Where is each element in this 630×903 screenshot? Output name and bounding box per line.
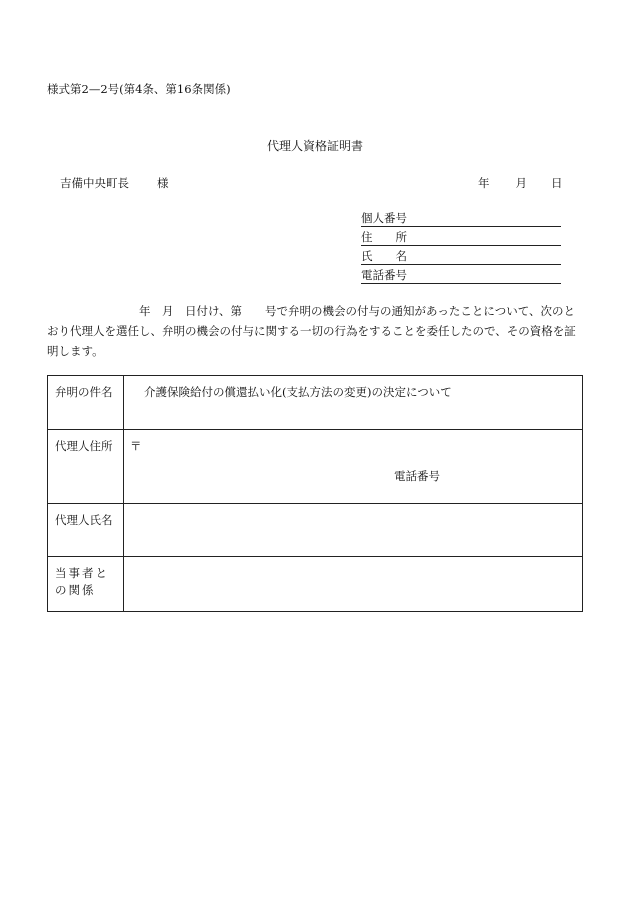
- row-value-agent-address[interactable]: [124, 430, 583, 504]
- row-label-subject: 弁明の件名: [48, 376, 124, 430]
- postal-mark: 〒: [130, 439, 142, 453]
- row-label-agent-address: 代理人住所: [48, 430, 124, 504]
- field-name[interactable]: [361, 246, 561, 265]
- addressee-honorific: 様: [157, 176, 169, 190]
- row-value-agent-name[interactable]: [124, 504, 583, 557]
- field-personal-number[interactable]: [361, 208, 561, 227]
- table-row: [48, 504, 583, 557]
- table-row: [48, 376, 583, 430]
- field-label: 氏 名: [361, 249, 407, 263]
- details-table: [47, 375, 583, 612]
- row-label-agent-name: 代理人氏名: [48, 504, 124, 557]
- paragraph-text: 年 月 日付け、第 号で弁明の機会の付与の通知があったことについて、次のとおり代理人を選任し、弁明の機会の付与に関する一切の行為をすることを委任したので、その資格を証明します。: [47, 304, 576, 358]
- applicant-fields: [361, 208, 561, 284]
- addressee-name: 吉備中央町長: [60, 176, 129, 190]
- row-value-subject: 介護保険給付の償還払い化(支払方法の変更)の決定について: [124, 376, 583, 430]
- date-day: 日: [551, 176, 563, 190]
- addressee: [60, 175, 169, 191]
- date-year: 年: [478, 176, 490, 190]
- date-line: [478, 175, 563, 191]
- table-row: [48, 430, 583, 504]
- document-title: 代理人資格証明書: [266, 139, 363, 153]
- certification-paragraph: [47, 301, 585, 361]
- field-label: 住 所: [361, 230, 407, 244]
- field-label: 個人番号: [361, 211, 407, 225]
- date-month: 月: [515, 176, 527, 190]
- row-value-relationship[interactable]: [124, 557, 583, 612]
- field-label: 電話番号: [361, 268, 407, 282]
- field-address[interactable]: [361, 227, 561, 246]
- table-row: [48, 557, 583, 612]
- field-phone[interactable]: [361, 265, 561, 284]
- agent-phone-label: 電話番号: [394, 469, 440, 483]
- row-label-relationship: 当事者との関係: [48, 557, 124, 612]
- form-number: 様式第2—2号(第4条、第16条関係): [47, 82, 231, 96]
